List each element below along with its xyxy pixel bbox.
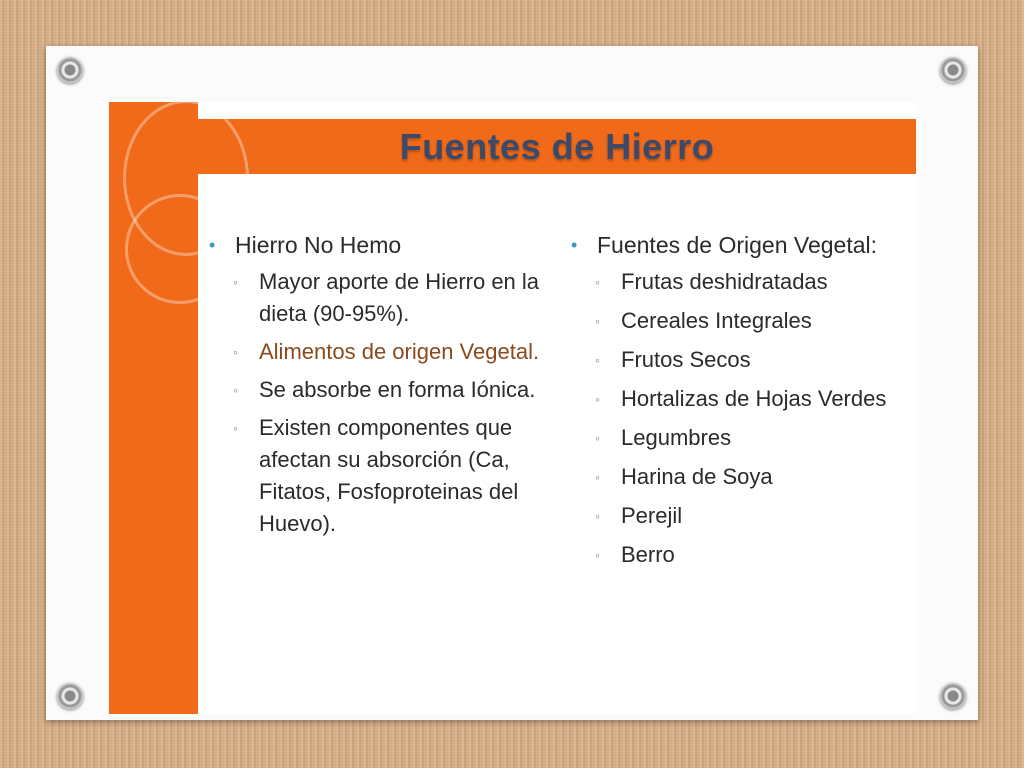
list-item-text: Se absorbe en forma Iónica.	[259, 377, 536, 402]
main-bullet-item	[209, 230, 569, 260]
sub-bullet-icon: ◦	[233, 420, 238, 436]
list-item-text: Cereales Integrales	[621, 308, 812, 333]
list-item	[595, 500, 911, 532]
sub-bullet-icon: ◦	[595, 352, 600, 368]
sub-bullet-icon: ◦	[595, 508, 600, 524]
slide-title: Fuentes de Hierro	[399, 125, 715, 167]
sub-bullet-icon: ◦	[595, 547, 600, 563]
pushpin-icon	[57, 683, 83, 709]
list-item	[595, 383, 911, 415]
left-heading: Hierro No Hemo	[235, 232, 402, 258]
list-item-text: Berro	[621, 542, 675, 567]
list-item-text-highlighted: Alimentos de origen Vegetal.	[259, 339, 540, 364]
sub-bullet-icon: ◦	[595, 274, 600, 290]
list-item	[595, 461, 911, 493]
list-item-text: Harina de Soya	[621, 464, 773, 489]
list-item	[595, 539, 911, 571]
right-sub-list	[595, 266, 911, 571]
sub-bullet-icon: ◦	[595, 430, 600, 446]
pushpin-icon	[940, 683, 966, 709]
sub-bullet-icon: ◦	[233, 344, 238, 360]
list-item	[233, 266, 569, 330]
left-sub-list	[233, 266, 569, 540]
pushpin-icon	[940, 57, 966, 83]
list-item-text: Frutos Secos	[621, 347, 751, 372]
list-item-text: Mayor aporte de Hierro en la dieta (90-95%).	[259, 269, 540, 326]
sub-bullet-icon: ◦	[595, 469, 600, 485]
list-item	[595, 266, 911, 298]
right-column	[571, 230, 911, 578]
list-item	[595, 344, 911, 376]
list-item	[233, 412, 569, 540]
sub-bullet-icon: ◦	[595, 391, 600, 407]
list-item	[233, 374, 569, 406]
list-item-text: Existen componentes que afectan su absorción (Ca, Fitatos, Fosfoproteinas del Huevo).	[259, 415, 519, 536]
sub-bullet-icon: ◦	[233, 274, 238, 290]
left-column	[209, 230, 569, 546]
slide	[109, 102, 916, 714]
main-bullet-item	[571, 230, 911, 260]
list-item-text: Perejil	[621, 503, 683, 528]
sub-bullet-icon: ◦	[233, 382, 238, 398]
list-item	[233, 336, 569, 368]
list-item-text: Hortalizas de Hojas Verdes	[621, 386, 887, 411]
list-item	[595, 422, 911, 454]
bullet-icon: •	[571, 235, 578, 255]
list-item-text: Legumbres	[621, 425, 732, 450]
list-item-text: Frutas deshidratadas	[621, 269, 828, 294]
pushpin-icon	[57, 57, 83, 83]
bullet-icon: •	[209, 235, 216, 255]
sub-bullet-icon: ◦	[595, 313, 600, 329]
right-heading: Fuentes de Origen Vegetal:	[597, 232, 878, 258]
list-item	[595, 305, 911, 337]
